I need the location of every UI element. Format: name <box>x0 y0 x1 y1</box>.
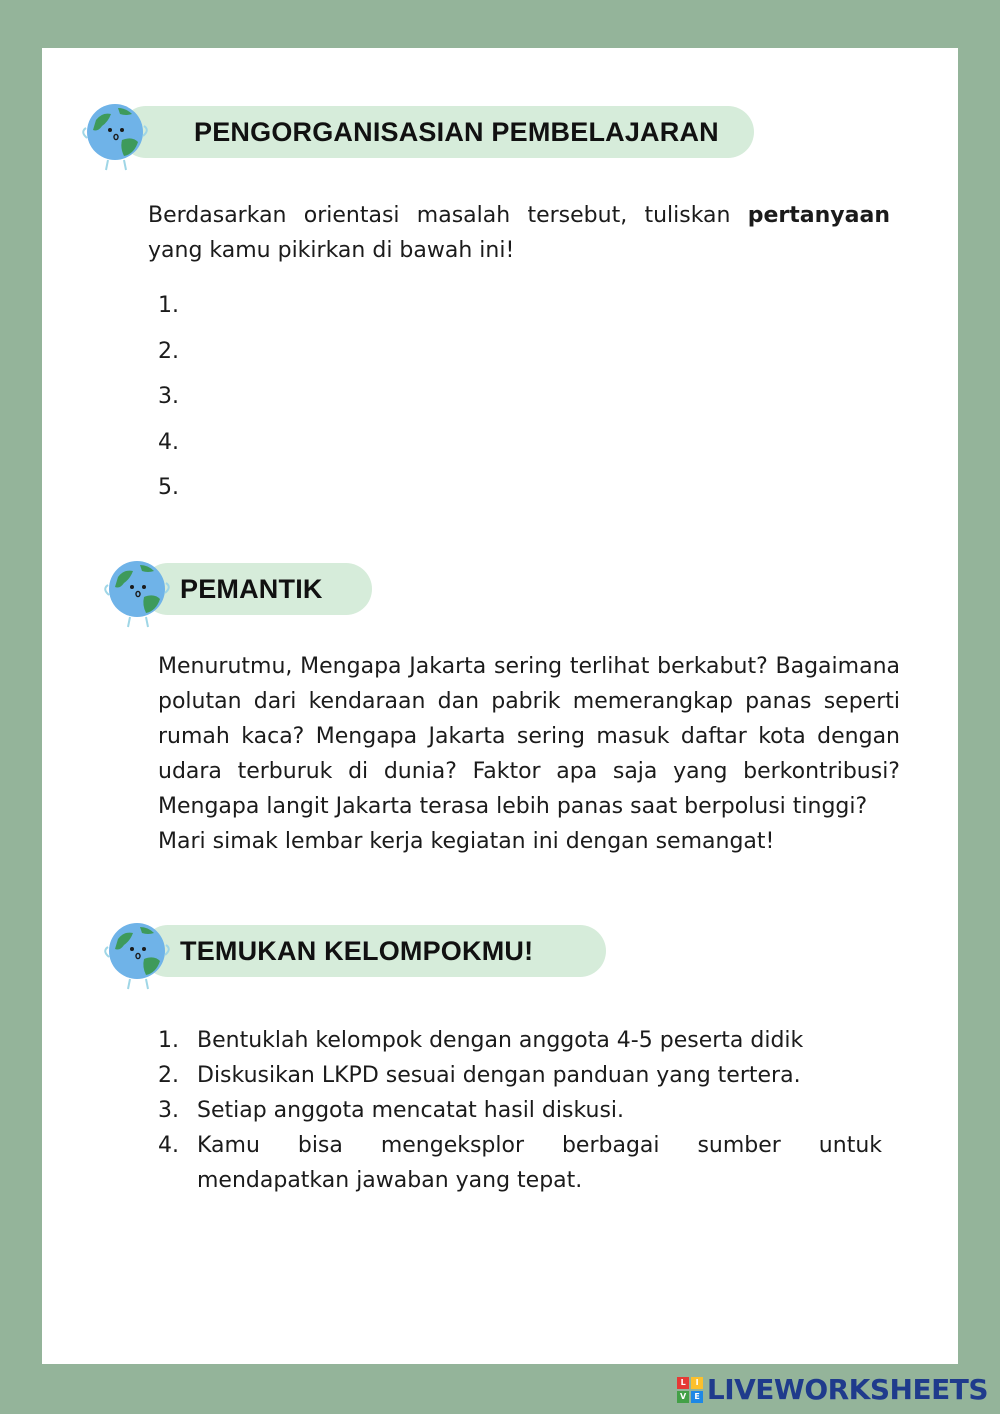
list-item <box>158 1128 882 1198</box>
worksheet-page <box>42 48 958 1364</box>
question-number-4: 4. <box>158 429 179 455</box>
step-number: 3. <box>158 1098 179 1123</box>
earth-globe-icon <box>100 919 174 993</box>
section-header-hook <box>100 557 380 617</box>
question-number-3: 3. <box>158 384 179 409</box>
logo-letter: I <box>691 1377 703 1389</box>
instruction-text-start: Berdasarkan orientasi masalah tersebut, tuliskan <box>148 203 748 228</box>
liveworksheets-logo[interactable] <box>677 1373 988 1406</box>
section-header-organizing <box>78 100 758 160</box>
step-text: Kamu bisa mengeksplor berbagai sumber untuk mendapatkan jawaban yang tepat. <box>197 1133 882 1193</box>
list-item <box>158 1023 882 1058</box>
group-steps-list <box>158 1023 882 1198</box>
step-text: Diskusikan LKPD sesuai dengan panduan yang tertera. <box>197 1063 801 1088</box>
question-number-1: 1. <box>158 293 179 318</box>
step-text: Bentuklah kelompok dengan anggota 4-5 peserta didik <box>197 1028 804 1053</box>
step-number: 2. <box>158 1063 179 1088</box>
section-header-group <box>100 919 610 979</box>
logo-letter: V <box>677 1391 689 1403</box>
question-number-list <box>158 293 179 521</box>
question-number-5: 5. <box>158 475 179 500</box>
list-item <box>158 1093 882 1128</box>
section-title-organizing: PENGORGANISASIAN PEMBELAJARAN <box>120 106 754 158</box>
hook-paragraph <box>158 649 900 859</box>
logo-letter: L <box>677 1377 689 1389</box>
step-text: Setiap anggota mencatat hasil diskusi. <box>197 1098 625 1123</box>
liveworksheets-logo-icon <box>677 1377 703 1403</box>
earth-globe-icon <box>78 100 152 174</box>
step-number: 1. <box>158 1028 179 1053</box>
instruction-text-end: yang kamu pikirkan di bawah ini! <box>148 238 515 263</box>
instruction-keyword: pertanyaan <box>747 203 890 228</box>
list-item <box>158 1058 882 1093</box>
liveworksheets-wordmark: LIVEWORKSHEETS <box>706 1373 988 1406</box>
section-title-group: TEMUKAN KELOMPOKMU! <box>142 925 606 977</box>
hook-questions: Menurutmu, Mengapa Jakarta sering terlihat berkabut? Bagaimana polutan dari kendaraan dan pabrik memerangkap panas seperti rumah kaca? Mengapa Jakarta sering masuk daftar kota dengan udara terburuk di dunia? Faktor apa saja yang berkontribusi? Mengapa langit Jakarta terasa lebih panas saat berpolusi tinggi? <box>158 654 900 819</box>
step-number: 4. <box>158 1133 179 1158</box>
earth-globe-icon <box>100 557 174 631</box>
organizing-instruction <box>148 198 890 268</box>
section-title-hook: PEMANTIK <box>142 563 372 615</box>
question-number-2: 2. <box>158 338 179 364</box>
logo-letter: E <box>691 1391 703 1403</box>
hook-closing: Mari simak lembar kerja kegiatan ini dengan semangat! <box>158 829 775 854</box>
